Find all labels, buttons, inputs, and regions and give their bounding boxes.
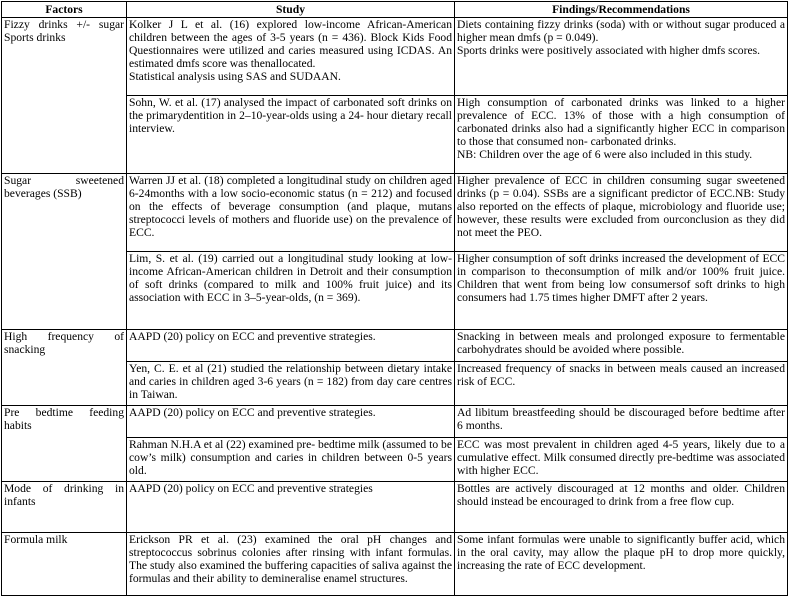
header-factors: Factors (2, 2, 127, 18)
table-row (2, 533, 788, 596)
findings-text: High consumption of carbonated drinks was linked to a higher prevalence of ECC. 13% of those with a high consumption of carbonated drinks also had a significantly higher ECC in comparison to those that consumed non- carbonated drinks. (457, 96, 785, 149)
findings-cell: Ad libitum breastfeeding should be discouraged before bedtime after 6 months. (455, 406, 788, 438)
findings-text: Diets containing fizzy drinks (soda) with or without sugar produced a higher mean dmfs (p = 0.049). (457, 18, 785, 45)
findings-extra-text: Sports drinks were positively associated with higher dmfs scores. (457, 44, 760, 58)
findings-cell: Bottles are actively discouraged at 12 months and older. Children should instead be encouraged to drink from a free flow cup. (455, 482, 788, 533)
study-cell: AAPD (20) policy on ECC and preventive strategies. (127, 330, 455, 362)
factor-cell: High frequency of snacking (2, 330, 127, 406)
findings-cell (455, 96, 788, 174)
findings-cell: ECC was most prevalent in children aged 4-5 years, likely due to a cumulative effect. Milk consumed directly pre-bedtime was associated with higher ECC. (455, 438, 788, 482)
findings-extra-text: NB: Children over the age of 6 were also included in this study. (457, 148, 753, 162)
study-cell: Lim, S. et al. (19) carried out a longitudinal study looking at low-income African-American children in Detroit and their consumption of soft drinks (compared to milk and 100% fruit juice) and its association with ECC in 3–5-year-olds, (n = 369). (127, 252, 455, 330)
factor-cell: Formula milk (2, 533, 127, 596)
study-cell: Erickson PR et al. (23) examined the oral pH changes and streptococcus sobrinus colonies after rinsing with infant formulas. The study also examined the buffering capacities of saliva against the formulas and their ability to demineralise enamel structures. (127, 533, 455, 596)
header-row (2, 2, 788, 18)
findings-cell: Higher prevalence of ECC in children consuming sugar sweetened drinks (p = 0.04). SSBs are a significant predictor of ECC.NB: Study also reported on the effects of plaque, microbiology and fluoride use; however, these results were excluded from ourconclusion as they did not meet the PEO. (455, 174, 788, 252)
findings-cell: Higher consumption of soft drinks increased the development of ECC in comparison to theconsumption of milk and/or 100% fruit juice. Children that went from being low consumersof soft drinks to high consumers had 1.75 times higher DMFT after 2 years. (455, 252, 788, 330)
factor-cell: Fizzy drinks +/- sugar Sports drinks (2, 18, 127, 174)
findings-cell: Increased frequency of snacks in between meals caused an increased risk of ECC. (455, 362, 788, 406)
factor-cell: Sugar sweetened beverages (SSB) (2, 174, 127, 330)
study-text: Kolker J L et al. (16) explored low-income African-American children between the ages of 3-5 years (n = 436). Block Kids Food Questionnaires were utilized and caries measured using ICDAS. An estimated dmfs score was thenallocated. (129, 18, 452, 71)
study-cell: AAPD (20) policy on ECC and preventive strategies (127, 482, 455, 533)
factor-cell: Pre bedtime feeding habits (2, 406, 127, 482)
factors-table (1, 1, 788, 596)
table-row (2, 18, 788, 96)
table-row (2, 406, 788, 438)
table-row (2, 174, 788, 252)
header-findings: Findings/Recommendations (455, 2, 788, 18)
table-row (2, 330, 788, 362)
study-cell: Yen, C. E. et al (21) studied the relationship between dietary intake and caries in children aged 3-6 years (n = 182) from day care centres in Taiwan. (127, 362, 455, 406)
findings-cell (455, 18, 788, 96)
study-cell (127, 18, 455, 96)
study-cell: Sohn, W. et al. (17) analysed the impact of carbonated soft drinks on the primarydentition in 2–10-year-olds using a 24- hour dietary recall interview. (127, 96, 455, 174)
findings-cell: Some infant formulas were unable to significantly buffer acid, which in the oral cavity, may allow the plaque pH to drop more quickly, increasing the rate of ECC development. (455, 533, 788, 596)
table-row (2, 482, 788, 533)
factor-cell: Mode of drinking in infants (2, 482, 127, 533)
header-study: Study (127, 2, 455, 18)
study-extra-text: Statistical analysis using SAS and SUDAAN. (129, 70, 341, 84)
study-cell: AAPD (20) policy on ECC and preventive strategies. (127, 406, 455, 438)
study-cell: Rahman N.H.A et al (22) examined pre- bedtime milk (assumed to be cow’s milk) consumption and caries in children between 0-5 years old. (127, 438, 455, 482)
findings-cell: Snacking in between meals and prolonged exposure to fermentable carbohydrates should be avoided where possible. (455, 330, 788, 362)
study-cell: Warren JJ et al. (18) completed a longitudinal study on children aged 6-24months with a low socio-economic status (n = 212) and focused on the effects of beverage consumption (and plaque, mutans streptococci levels of mothers and fluoride use) on the prevalence of ECC. (127, 174, 455, 252)
